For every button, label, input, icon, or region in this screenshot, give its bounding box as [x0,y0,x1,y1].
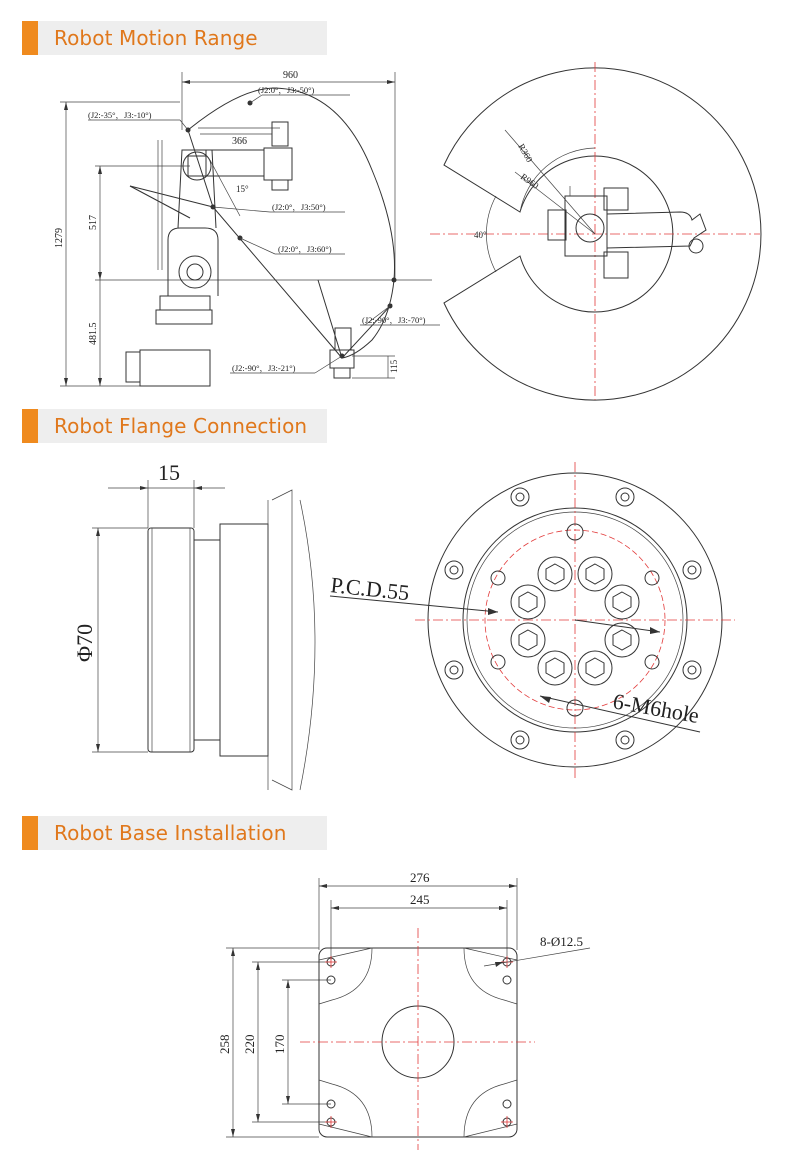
section-title: Robot Base Installation [54,821,287,845]
dim-r960: R960 [518,171,541,191]
label-8-holes: 8-Ø12.5 [540,934,583,949]
pose-label-4: (J2:0°，J3:60°) [278,244,332,254]
dim-flange-phi70: Φ70 [72,623,97,662]
dim-flange-15: 15 [158,460,180,485]
dim-960: 960 [283,70,298,81]
dim-angle-40: 40° [474,230,487,240]
pose-label-6: (J2:-90°，J3:-21°) [232,363,296,373]
pose-label-1: (J2:0°，J3:-50°) [258,85,315,95]
pose-label-3: (J2:0°，J3:50°) [272,202,326,212]
dim-angle-15: 15° [236,184,249,194]
section-title: Robot Flange Connection [54,414,308,438]
dim-517: 517 [88,215,99,230]
dim-366: 366 [232,136,247,147]
dim-276: 276 [410,870,430,885]
dim-r360: R360 [516,142,535,164]
label-m6-holes: 6-M6hole [611,688,701,728]
dim-1279: 1279 [54,228,65,248]
pose-label-5: (J2:-90°，J3:-70°) [362,315,426,325]
dim-481-5: 481.5 [88,322,99,345]
dim-220: 220 [242,1034,257,1054]
dim-170: 170 [272,1034,287,1054]
section-title: Robot Motion Range [54,26,258,50]
dim-245: 245 [410,892,430,907]
label-pcd: P.C.D.55 [329,572,411,606]
dim-115: 115 [389,359,399,373]
pose-label-2: (J2:-35°，J3:-10°) [88,110,152,120]
dim-258: 258 [217,1034,232,1054]
